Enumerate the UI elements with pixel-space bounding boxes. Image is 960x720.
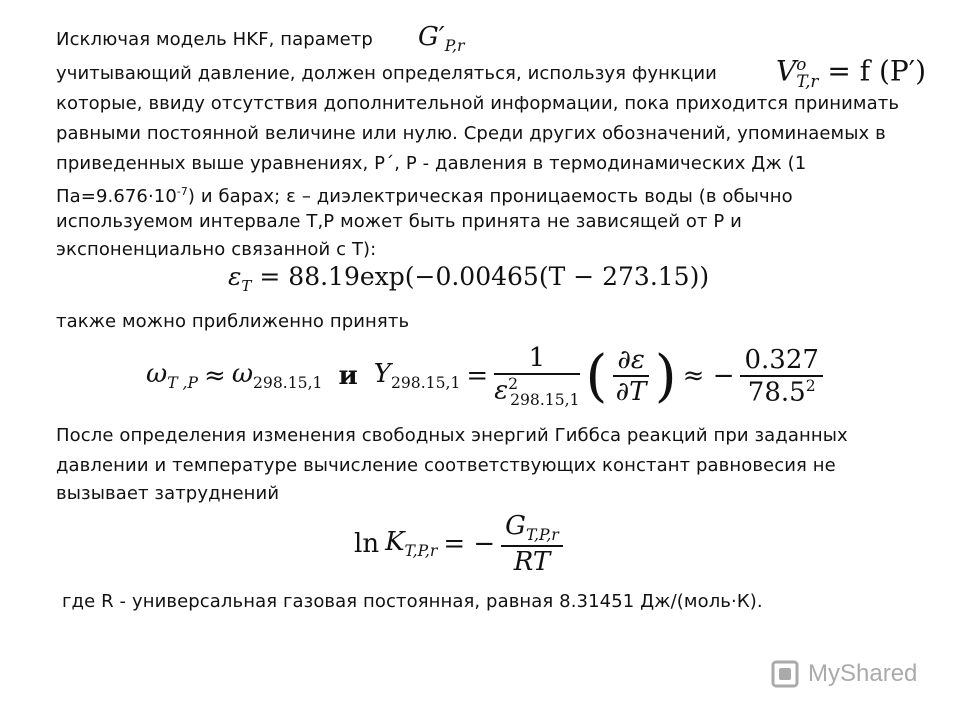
para1-line5: приведенных выше уравнениях, P´, P - давления в термодинамических Дж (1 — [56, 153, 807, 174]
para1-line6: $Па=9.676\cdot 10^{-7}$) и барах; ε – диэлектрическая проницаемость воды (в обычно — [56, 185, 793, 207]
para1-line2: учитывающий давление, должен определяться, используя функции — [56, 63, 717, 84]
formula-omega-y: $\omega_{T ,P}$ ≈ $\omega_{298.15,1}$ и $Y_{298.15,1}$ = $\frac{1}{\varepsilon^2_{298.15,1}}$ ( $\frac{\partial\varepsilon}{\partial T}$ ) ≈ − $\frac{0.327}{78.5^2}$ — [146, 336, 823, 416]
para1-line8: экспоненциально связанной с T): — [56, 239, 377, 260]
para3-line3: вызывает затруднений — [56, 483, 280, 504]
fraction-constant: $\frac{0.327}{78.5^2}$ — [740, 345, 822, 408]
para4-line1: где R - универсальная газовая постоянная, равная 8.31451 Дж/(моль·К). — [62, 591, 763, 612]
watermark-text: MyShared — [808, 660, 918, 687]
formula-epsilon-t: $\varepsilon_T = 88.19\exp(-0.00465(T - 273.15))$ — [228, 262, 710, 295]
para3-line2: давлении и температуре вычисление соответствующих констант равновесия не — [56, 455, 836, 476]
myshared-logo-icon — [770, 659, 800, 689]
para3-line1: После определения изменения свободных энергий Гиббса реакций при заданных — [56, 425, 848, 446]
fraction-g-over-rt: $\frac{G_{T,P,r}}{RT}$ — [501, 511, 563, 576]
formula-ln-k: ln $K_{T,P,r}$ = − $\frac{G_{T,P,r}}{RT}$ — [354, 506, 563, 582]
para1-line1: Исключая модель HKF, параметр — [56, 29, 373, 50]
para1-line4: равными постоянной величине или нулю. Среди других обозначений, упоминаемых в — [56, 123, 886, 144]
formula-v-t-r: $V^o_{T,r} = f$ (P′) — [776, 54, 927, 91]
fraction-partial: $\frac{\partial\varepsilon}{\partial T}$ — [613, 345, 648, 407]
para2-line1: также можно приближенно принять — [56, 311, 410, 332]
myshared-watermark — [770, 657, 917, 691]
para1-line3: которые, ввиду отсутствия дополнительной информации, пока приходится принимать — [56, 93, 900, 114]
formula-g-prime: $G'_{P,r}$ — [418, 22, 465, 56]
fraction-one-over-eps2: $\frac{1}{\varepsilon^2_{298.15,1}}$ — [494, 343, 580, 409]
para1-line7: используемом интервале T,P может быть принята не зависящей от P и — [56, 211, 742, 232]
